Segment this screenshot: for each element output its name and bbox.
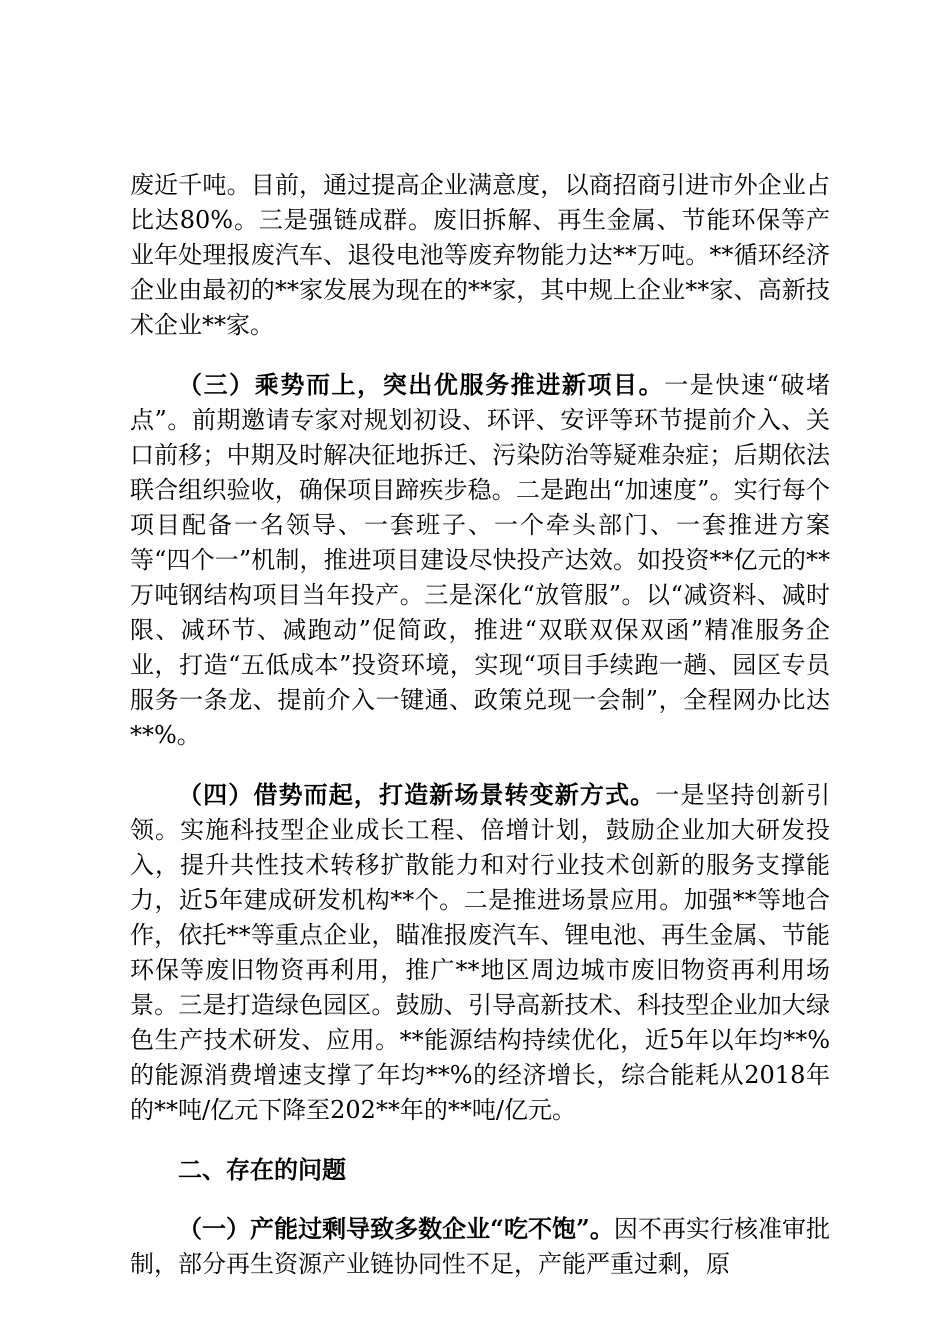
paragraph-problem-one — [130, 1211, 830, 1282]
paragraph-text: 废近千吨。目前，通过提高企业满意度，以商招商引进市外企业占比达80%。三是强链成群。废旧拆解、再生金属、节能环保等产业年处理报废汽车、退役电池等废弃物能力达**万吨。**循环经济企业由最初的**家发展为现在的**家，其中规上企业**家、高新技术企业**家。 — [130, 171, 830, 339]
paragraph-text: 因不再实行核准审批制，部分再生资源产业链协同性不足，产能严重过剩，原 — [130, 1215, 831, 1278]
section-heading: 二、存在的问题 — [178, 1155, 346, 1184]
paragraph-continuation — [130, 168, 830, 343]
paragraph-lead-heading: （一）产能过剩导致多数企业“吃不饱”。 — [178, 1214, 614, 1243]
paragraph-text: 一是快速“破堵点”。前期邀请专家对规划初设、环评、安评等环节提前介入、关口前移；中期及时解决征地拆迁、污染防治等疑难杂症；后期依法联合组织验收，确保项目蹄疾步稳。二是跑出“加速度”。实行每个项目配备一名领导、一套班子、一个牵头部门、一套推进方案等“四个一”机制，推进项目建设尽快投产达效。如投资**亿元的**万吨钢结构项目当年投产。三是深化“放管服”。以“减资料、减时限、减环节、减跑动”促简政，推进“双联双保双函”精准服务企业，打造“五低成本”投资环境，实现“项目手续跑一趟、园区专员服务一条龙、提前介入一键通、政策兑现一会制”，全程网办比达**%。 — [130, 371, 830, 749]
paragraph-section-three — [130, 367, 830, 753]
document-body — [130, 168, 830, 1306]
paragraph-section-four — [130, 777, 830, 1128]
paragraph-text: 一是坚持创新引领。实施科技型企业成长工程、倍增计划，鼓励企业加大研发投入，提升共性技术转移扩散能力和对行业技术创新的服务支撑能力，近5年建成研发机构**个。二是推进场景应用。加强**等地合作，依托**等重点企业，瞄准报废汽车、锂电池、再生金属、节能环保等废旧物资再利用，推广**地区周边城市废旧物资再利用场景。三是打造绿色园区。鼓励、引导高新技术、科技型企业加大绿色生产技术研发、应用。**能源结构持续优化，近5年以年均**%的能源消费增速支撑了年均**%的经济增长，综合能耗从2018年的**吨/亿元下降至202**年的**吨/亿元。 — [130, 781, 831, 1124]
paragraph-lead-heading: （四）借势而起，打造新场景转变新方式。 — [178, 780, 656, 809]
paragraph-lead-heading: （三）乘势而上，突出优服务推进新项目。 — [178, 370, 665, 399]
